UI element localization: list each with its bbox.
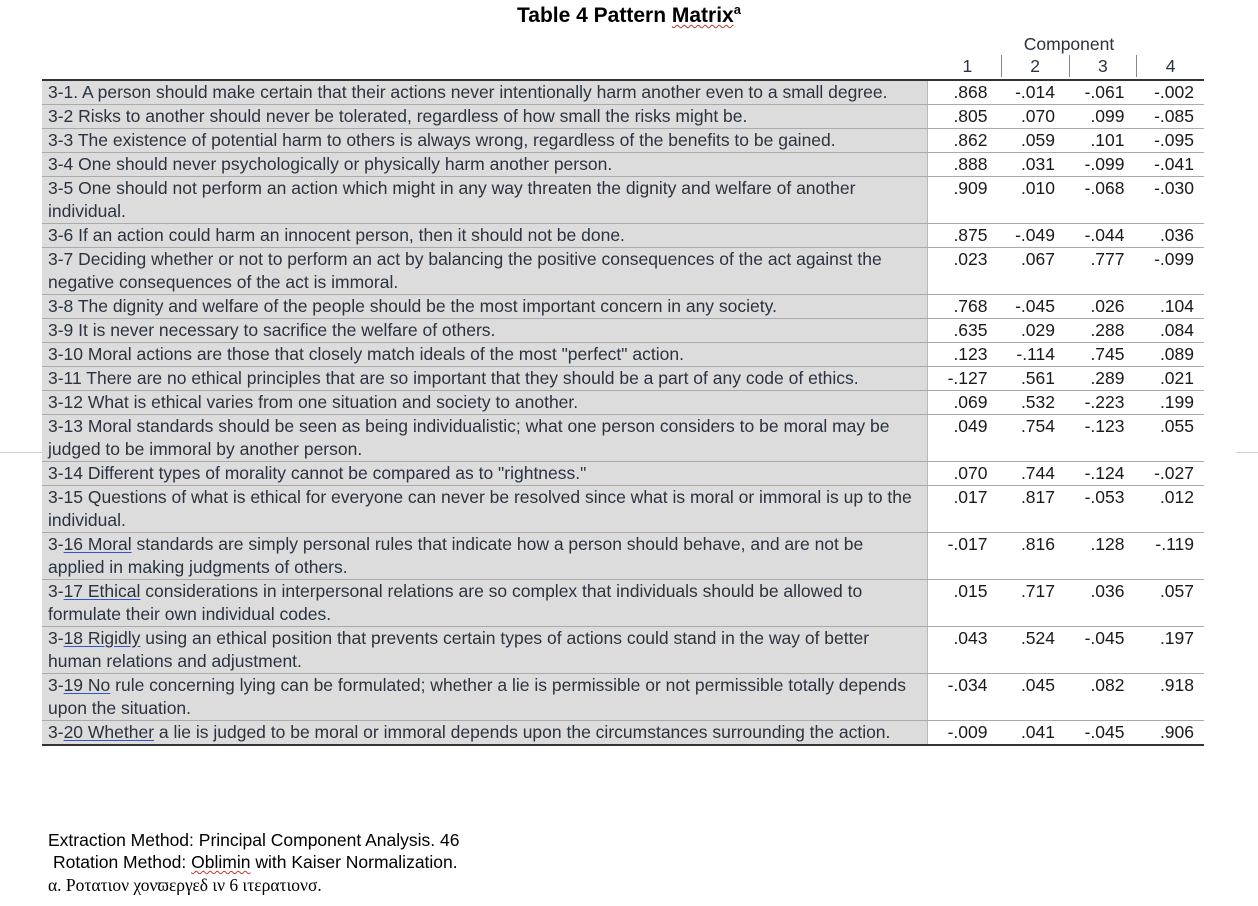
- item-text: 3-: [48, 675, 64, 695]
- table-row: [42, 486, 1204, 533]
- table-title: [0, 4, 1258, 28]
- item-text: 3-13 Moral standards should be seen as being individualistic; what one person considers to be moral may be judged to be immoral by another person.: [48, 416, 890, 459]
- component-numbers: [934, 55, 1204, 77]
- item-label: [42, 153, 928, 176]
- component-label: Component: [1023, 34, 1115, 54]
- loading-value-3: .289: [1090, 368, 1125, 388]
- item-label: [42, 415, 928, 461]
- loading-value-2: .070: [1020, 106, 1055, 126]
- loading-value-3: .101: [1090, 130, 1125, 150]
- loading-value-3: .026: [1090, 296, 1125, 316]
- loading-value-4: -.030: [1154, 178, 1194, 198]
- item-text: 3-6 If an action could harm an innocent person, then it should not be done.: [48, 225, 625, 245]
- loading-value-4: .012: [1159, 487, 1194, 507]
- rotation-method-note: [53, 851, 458, 873]
- loading-value-2: .029: [1020, 320, 1055, 340]
- loading-value-4: .055: [1159, 416, 1194, 436]
- item-label: [42, 462, 928, 485]
- loading-value-1: .015: [953, 581, 988, 601]
- item-text: 3-: [48, 581, 64, 601]
- component-3: 3: [1069, 55, 1137, 77]
- item-label: [42, 580, 928, 626]
- item-label: [42, 224, 928, 247]
- item-label: [42, 674, 928, 720]
- loading-value-1: .888: [953, 154, 988, 174]
- table-row: [42, 248, 1204, 295]
- pattern-matrix-table: [42, 79, 1204, 746]
- loading-value-2: .717: [1020, 581, 1055, 601]
- loading-value-3: -.053: [1084, 487, 1125, 507]
- rotation-converged-note: α. Ροτατιον χονϖεργεδ ιν 6 ιτερατιονσ.: [48, 875, 322, 895]
- table-row: [42, 367, 1204, 391]
- loading-value-1: .875: [953, 225, 988, 245]
- loading-value-2: -.114: [1016, 344, 1055, 364]
- item-label: [42, 367, 928, 390]
- loading-value-1: .909: [953, 178, 988, 198]
- table-row: [42, 153, 1204, 177]
- loading-value-2: -.049: [1015, 225, 1055, 245]
- title-superscript: a: [733, 2, 741, 17]
- page-rule-right: [1236, 452, 1258, 453]
- table-row: [42, 81, 1204, 105]
- item-text: 3-: [48, 534, 64, 554]
- loading-value-4: .918: [1159, 675, 1194, 695]
- loading-value-1: .023: [953, 249, 988, 269]
- table-row: [42, 224, 1204, 248]
- loading-value-4: -.002: [1154, 82, 1194, 102]
- component-header: [934, 33, 1204, 77]
- loading-value-4: .036: [1159, 225, 1194, 245]
- loading-value-4: .197: [1159, 628, 1194, 648]
- item-text-tail: standards are simply personal rules that indicate how a person should behave, and are not be applied in making judgments of others.: [48, 534, 864, 577]
- item-underlined-text: 19 No: [63, 675, 111, 695]
- item-text-tail: using an ethical position that prevents certain types of actions could stand in the way of better human relations and adjustment.: [48, 628, 870, 671]
- item-text-tail: a lie is judged to be moral or immoral depends upon the circumstances surrounding the action.: [154, 722, 891, 742]
- table-row: [42, 721, 1204, 744]
- loading-value-1: .017: [953, 487, 988, 507]
- loading-value-2: .817: [1020, 487, 1055, 507]
- loading-value-2: -.014: [1015, 82, 1055, 102]
- item-label: [42, 81, 928, 104]
- loading-value-1: .635: [953, 320, 988, 340]
- loading-value-1: .768: [953, 296, 988, 316]
- loading-value-3: -.124: [1084, 463, 1125, 483]
- item-text: 3-9 It is never necessary to sacrifice the welfare of others.: [48, 320, 496, 340]
- item-text: 3-4 One should never psychologically or physically harm another person.: [48, 154, 613, 174]
- loading-value-3: -.099: [1084, 154, 1125, 174]
- item-label: [42, 105, 928, 128]
- loading-value-2: .041: [1020, 722, 1055, 742]
- item-text: 3-7 Deciding whether or not to perform an act by balancing the positive consequences of the act against the negative consequences of the act is immoral.: [48, 249, 882, 292]
- loading-value-2: .031: [1020, 154, 1055, 174]
- loading-value-3: -.045: [1084, 722, 1125, 742]
- title-matrix-word: Matrix: [671, 4, 734, 27]
- item-underlined-text: 18 Rigidly: [63, 628, 141, 648]
- table-row: [42, 674, 1204, 721]
- loading-value-4: -.027: [1154, 463, 1194, 483]
- loading-value-1: .043: [953, 628, 988, 648]
- loading-value-4: .199: [1159, 392, 1194, 412]
- item-text: 3-10 Moral actions are those that closely match ideals of the most "perfect" action.: [48, 344, 684, 364]
- loading-value-3: .099: [1090, 106, 1125, 126]
- table-row: [42, 533, 1204, 580]
- item-label: [42, 533, 928, 579]
- loading-value-1: .049: [953, 416, 988, 436]
- table-row: [42, 319, 1204, 343]
- loading-value-2: .067: [1020, 249, 1055, 269]
- loading-value-2: .532: [1020, 392, 1055, 412]
- loading-value-3: .288: [1090, 320, 1125, 340]
- table-row: [42, 295, 1204, 319]
- table-row: [42, 129, 1204, 153]
- component-4: 4: [1136, 55, 1204, 77]
- table-row: [42, 105, 1204, 129]
- item-text: 3-1. A person should make certain that their actions never intentionally harm another even to a small degree.: [48, 82, 888, 102]
- loading-value-1: -.127: [947, 368, 988, 388]
- item-label: [42, 248, 928, 294]
- item-label: [42, 721, 928, 744]
- table-row: [42, 343, 1204, 367]
- loading-value-3: .082: [1090, 675, 1125, 695]
- loading-value-1: .069: [953, 392, 988, 412]
- loading-value-3: -.044: [1084, 225, 1125, 245]
- loading-value-4: .104: [1159, 296, 1194, 316]
- table-row: [42, 462, 1204, 486]
- item-label: [42, 627, 928, 673]
- title-text: Table 4 Pattern: [517, 4, 672, 27]
- item-underlined-text: 17 Ethical: [63, 581, 141, 601]
- loading-value-2: .561: [1020, 368, 1055, 388]
- loading-value-1: -.034: [947, 675, 988, 695]
- item-label: [42, 177, 928, 223]
- loading-value-4: -.085: [1154, 106, 1194, 126]
- loading-value-4: -.041: [1154, 154, 1194, 174]
- loading-value-4: .021: [1159, 368, 1194, 388]
- loading-value-2: .010: [1020, 178, 1055, 198]
- item-text: 3-: [48, 628, 64, 648]
- component-2: 2: [1001, 55, 1069, 77]
- loading-value-1: .862: [953, 130, 988, 150]
- loading-value-2: -.045: [1015, 296, 1055, 316]
- loading-value-3: .745: [1090, 344, 1125, 364]
- loading-value-1: .123: [953, 344, 988, 364]
- extraction-method-note: Extraction Method: Principal Component Analysis. 46: [48, 830, 460, 850]
- item-text: 3-8 The dignity and welfare of the people should be the most important concern in any society.: [48, 296, 777, 316]
- loading-value-2: .524: [1020, 628, 1055, 648]
- loading-value-4: .084: [1159, 320, 1194, 340]
- loading-value-2: .744: [1020, 463, 1055, 483]
- loading-value-3: -.045: [1084, 628, 1125, 648]
- rotation-oblimin: Oblimin: [191, 852, 251, 872]
- rotation-tail: with Kaiser Normalization.: [250, 852, 458, 872]
- loading-value-4: .089: [1159, 344, 1194, 364]
- loading-value-2: .059: [1020, 130, 1055, 150]
- loading-value-3: .036: [1090, 581, 1125, 601]
- item-underlined-text: 16 Moral: [63, 534, 132, 554]
- loading-value-3: -.068: [1084, 178, 1125, 198]
- table-row: [42, 391, 1204, 415]
- loading-value-3: -.223: [1084, 392, 1125, 412]
- loading-value-2: .754: [1020, 416, 1055, 436]
- item-label: [42, 129, 928, 152]
- item-text: 3-12 What is ethical varies from one situation and society to another.: [48, 392, 579, 412]
- loading-value-1: .070: [953, 463, 988, 483]
- loading-value-1: .868: [953, 82, 988, 102]
- loading-value-1: .805: [953, 106, 988, 126]
- item-label: [42, 343, 928, 366]
- loading-value-4: .906: [1159, 722, 1194, 742]
- item-text: 3-11 There are no ethical principles that are so important that they should be a part of any code of ethics.: [48, 368, 859, 388]
- item-text: 3-5 One should not perform an action which might in any way threaten the dignity and welfare of another individual.: [48, 178, 856, 221]
- loading-value-4: -.099: [1154, 249, 1194, 269]
- item-text: 3-15 Questions of what is ethical for everyone can never be resolved since what is moral or immoral is up to the individual.: [48, 487, 912, 530]
- table-row: [42, 580, 1204, 627]
- loading-value-3: -.123: [1084, 416, 1125, 436]
- loading-value-2: .816: [1020, 534, 1055, 554]
- item-text-tail: rule concerning lying can be formulated; whether a lie is permissible or not permissible totally depends upon the situation.: [48, 675, 906, 718]
- item-text: 3-14 Different types of morality cannot be compared as to "rightness.": [48, 463, 587, 483]
- loading-value-2: .045: [1020, 675, 1055, 695]
- item-label: [42, 486, 928, 532]
- table-row: [42, 627, 1204, 674]
- page-rule-left: [0, 452, 42, 453]
- item-label: [42, 391, 928, 414]
- component-1: 1: [962, 56, 973, 76]
- item-text: 3-2 Risks to another should never be tolerated, regardless of how small the risks might be.: [48, 106, 748, 126]
- item-text: 3-3 The existence of potential harm to others is always wrong, regardless of the benefits to be gained.: [48, 130, 836, 150]
- table-row: [42, 415, 1204, 462]
- table-row: [42, 177, 1204, 224]
- loading-value-3: .128: [1090, 534, 1125, 554]
- item-label: [42, 295, 928, 318]
- rotation-lead: Rotation Method:: [53, 852, 192, 872]
- loading-value-3: -.061: [1084, 82, 1125, 102]
- loading-value-4: -.095: [1154, 130, 1194, 150]
- item-text-tail: considerations in interpersonal relations are so complex that individuals should be allowed to formulate their own individual codes.: [48, 581, 863, 624]
- loading-value-3: .777: [1090, 249, 1125, 269]
- item-underlined-text: 20 Whether: [63, 722, 155, 742]
- loading-value-4: -.119: [1155, 534, 1194, 554]
- item-label: [42, 319, 928, 342]
- loading-value-4: .057: [1159, 581, 1194, 601]
- loading-value-1: -.017: [947, 534, 988, 554]
- loading-value-1: -.009: [947, 722, 988, 742]
- item-text: 3-: [48, 722, 64, 742]
